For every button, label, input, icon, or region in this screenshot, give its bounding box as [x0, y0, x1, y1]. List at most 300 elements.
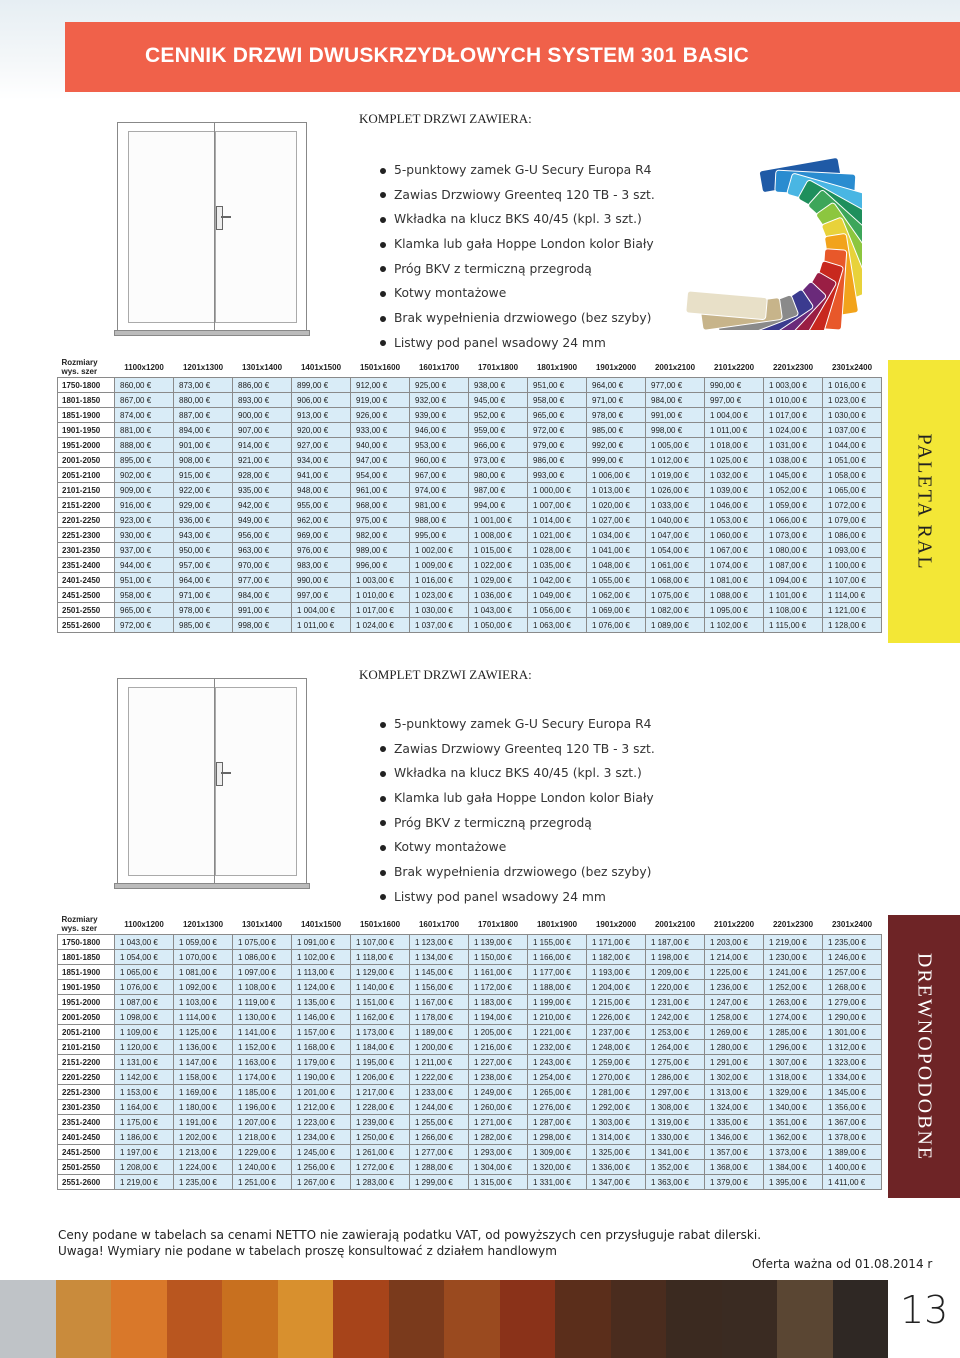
price-cell: 909,00 €: [115, 483, 174, 498]
price-cell: 1 023,00 €: [410, 588, 469, 603]
price-cell: 1 147,00 €: [174, 1055, 233, 1070]
price-cell: 984,00 €: [233, 588, 292, 603]
price-cell: 1 194,00 €: [469, 1010, 528, 1025]
price-cell: 1 060,00 €: [705, 528, 764, 543]
price-cell: 1 029,00 €: [469, 573, 528, 588]
price-cell: 1 182,00 €: [587, 950, 646, 965]
price-cell: 1 016,00 €: [410, 573, 469, 588]
column-header: 1401x1500: [292, 914, 351, 935]
price-cell: 1 351,00 €: [764, 1115, 823, 1130]
price-cell: 935,00 €: [233, 483, 292, 498]
price-cell: 1 043,00 €: [469, 603, 528, 618]
price-cell: 1 291,00 €: [705, 1055, 764, 1070]
price-cell: 1 297,00 €: [646, 1085, 705, 1100]
price-cell: 1 243,00 €: [528, 1055, 587, 1070]
price-cell: 1 264,00 €: [646, 1040, 705, 1055]
price-cell: 1 164,00 €: [115, 1100, 174, 1115]
price-cell: 1 211,00 €: [410, 1055, 469, 1070]
price-cell: 1 274,00 €: [764, 1010, 823, 1025]
sidebar-drewnopodobne: [888, 915, 960, 1198]
price-cell: 1 003,00 €: [764, 378, 823, 393]
price-cell: 1 312,00 €: [823, 1040, 882, 1055]
price-cell: 997,00 €: [705, 393, 764, 408]
table-row: [58, 423, 882, 438]
table-row: [58, 995, 882, 1010]
price-cell: 1 131,00 €: [115, 1055, 174, 1070]
price-cell: 1 329,00 €: [764, 1085, 823, 1100]
price-cell: 1 233,00 €: [410, 1085, 469, 1100]
wood-swatch: [0, 1280, 56, 1358]
list-item: Klamka lub gała Hoppe London kolor Biały: [380, 232, 655, 257]
price-cell: 1 183,00 €: [469, 995, 528, 1010]
sidebar-label: DREWNOPODOBNE: [913, 952, 936, 1161]
price-cell: 1 080,00 €: [764, 543, 823, 558]
price-cell: 1 136,00 €: [174, 1040, 233, 1055]
price-cell: 1 010,00 €: [351, 588, 410, 603]
price-cell: 907,00 €: [233, 423, 292, 438]
price-cell: 860,00 €: [115, 378, 174, 393]
price-cell: 973,00 €: [469, 453, 528, 468]
price-cell: 951,00 €: [528, 378, 587, 393]
price-cell: 979,00 €: [528, 438, 587, 453]
price-cell: 958,00 €: [528, 393, 587, 408]
price-cell: 1 114,00 €: [823, 588, 882, 603]
price-cell: 1 283,00 €: [351, 1175, 410, 1190]
price-table-wood: [57, 914, 882, 1190]
column-header: 1201x1300: [174, 914, 233, 935]
price-cell: 1 234,00 €: [292, 1130, 351, 1145]
row-header: 2201-2250: [58, 513, 115, 528]
price-cell: 988,00 €: [410, 513, 469, 528]
price-cell: 1 130,00 €: [233, 1010, 292, 1025]
table-corner-header: [58, 914, 115, 935]
price-cell: 1 012,00 €: [646, 453, 705, 468]
price-cell: 1 204,00 €: [587, 980, 646, 995]
price-cell: 1 296,00 €: [764, 1040, 823, 1055]
price-cell: 1 245,00 €: [292, 1145, 351, 1160]
price-cell: 1 260,00 €: [469, 1100, 528, 1115]
price-cell: 1 177,00 €: [528, 965, 587, 980]
price-cell: 1 016,00 €: [823, 378, 882, 393]
price-cell: 1 006,00 €: [587, 468, 646, 483]
price-cell: 1 168,00 €: [292, 1040, 351, 1055]
price-cell: 1 087,00 €: [115, 995, 174, 1010]
price-cell: 1 065,00 €: [115, 965, 174, 980]
price-cell: 1 124,00 €: [292, 980, 351, 995]
price-cell: 992,00 €: [587, 438, 646, 453]
price-cell: 971,00 €: [587, 393, 646, 408]
price-cell: 1 341,00 €: [646, 1145, 705, 1160]
price-cell: 1 125,00 €: [174, 1025, 233, 1040]
price-cell: 1 298,00 €: [528, 1130, 587, 1145]
price-cell: 1 108,00 €: [233, 980, 292, 995]
price-note: [58, 1227, 761, 1259]
price-cell: 998,00 €: [233, 618, 292, 633]
price-cell: 1 044,00 €: [823, 438, 882, 453]
price-cell: 1 207,00 €: [233, 1115, 292, 1130]
price-cell: 1 308,00 €: [646, 1100, 705, 1115]
price-cell: 941,00 €: [292, 468, 351, 483]
price-cell: 1 009,00 €: [410, 558, 469, 573]
price-cell: 1 378,00 €: [823, 1130, 882, 1145]
price-cell: 1 235,00 €: [174, 1175, 233, 1190]
price-cell: 1 186,00 €: [115, 1130, 174, 1145]
price-cell: 914,00 €: [233, 438, 292, 453]
price-cell: 906,00 €: [292, 393, 351, 408]
price-cell: 1 120,00 €: [115, 1040, 174, 1055]
price-cell: 977,00 €: [233, 573, 292, 588]
price-cell: 1 184,00 €: [351, 1040, 410, 1055]
price-cell: 1 230,00 €: [764, 950, 823, 965]
price-cell: 1 037,00 €: [410, 618, 469, 633]
price-cell: 947,00 €: [351, 453, 410, 468]
price-cell: 1 276,00 €: [528, 1100, 587, 1115]
price-cell: 1 197,00 €: [115, 1145, 174, 1160]
price-cell: 1 325,00 €: [587, 1145, 646, 1160]
price-cell: 1 302,00 €: [705, 1070, 764, 1085]
table-row: [58, 965, 882, 980]
price-cell: 1 368,00 €: [705, 1160, 764, 1175]
price-cell: 971,00 €: [174, 588, 233, 603]
wood-swatch-strip: [0, 1280, 888, 1358]
price-cell: 1 102,00 €: [292, 950, 351, 965]
price-cell: 1 400,00 €: [823, 1160, 882, 1175]
table-row: [58, 1040, 882, 1055]
price-cell: 1 201,00 €: [292, 1085, 351, 1100]
price-cell: 1 081,00 €: [705, 573, 764, 588]
price-cell: 1 315,00 €: [469, 1175, 528, 1190]
price-cell: 989,00 €: [351, 543, 410, 558]
price-cell: 1 379,00 €: [705, 1175, 764, 1190]
price-cell: 1 013,00 €: [587, 483, 646, 498]
price-cell: 915,00 €: [174, 468, 233, 483]
price-cell: 991,00 €: [646, 408, 705, 423]
price-cell: 1 303,00 €: [587, 1115, 646, 1130]
price-cell: 1 395,00 €: [764, 1175, 823, 1190]
price-cell: 1 017,00 €: [351, 603, 410, 618]
price-cell: 1 266,00 €: [410, 1130, 469, 1145]
price-cell: 1 004,00 €: [705, 408, 764, 423]
price-cell: 1 225,00 €: [705, 965, 764, 980]
list-item: Wkładka na klucz BKS 40/45 (kpl. 3 szt.): [380, 207, 655, 232]
door-drawing-bottom: [117, 678, 307, 885]
price-cell: 1 281,00 €: [587, 1085, 646, 1100]
price-cell: 1 217,00 €: [351, 1085, 410, 1100]
price-cell: 1 180,00 €: [174, 1100, 233, 1115]
price-cell: 1 235,00 €: [823, 935, 882, 950]
page-number: 13: [900, 1288, 949, 1332]
price-cell: 1 373,00 €: [764, 1145, 823, 1160]
price-cell: 997,00 €: [292, 588, 351, 603]
price-cell: 1 145,00 €: [410, 965, 469, 980]
price-cell: 1 346,00 €: [705, 1130, 764, 1145]
table-row: [58, 618, 882, 633]
price-cell: 916,00 €: [115, 498, 174, 513]
price-cell: 1 198,00 €: [646, 950, 705, 965]
price-cell: 1 167,00 €: [410, 995, 469, 1010]
row-header: 1750-1800: [58, 935, 115, 950]
price-cell: 1 334,00 €: [823, 1070, 882, 1085]
price-cell: 955,00 €: [292, 498, 351, 513]
price-cell: 912,00 €: [351, 378, 410, 393]
price-cell: 1 018,00 €: [705, 438, 764, 453]
price-cell: 1 053,00 €: [705, 513, 764, 528]
table-row: [58, 528, 882, 543]
price-cell: 1 000,00 €: [528, 483, 587, 498]
row-header: 1851-1900: [58, 965, 115, 980]
wood-swatch: [278, 1280, 334, 1358]
price-cell: 1 063,00 €: [528, 618, 587, 633]
price-cell: 908,00 €: [174, 453, 233, 468]
price-cell: 1 134,00 €: [410, 950, 469, 965]
price-cell: 895,00 €: [115, 453, 174, 468]
price-cell: 1 259,00 €: [587, 1055, 646, 1070]
row-header: 2301-2350: [58, 543, 115, 558]
price-cell: 1 073,00 €: [764, 528, 823, 543]
column-header: 1701x1800: [469, 914, 528, 935]
row-header: 2151-2200: [58, 1055, 115, 1070]
column-header: 1100x1200: [115, 357, 174, 378]
price-cell: 1 040,00 €: [646, 513, 705, 528]
price-cell: 939,00 €: [410, 408, 469, 423]
price-cell: 1 066,00 €: [764, 513, 823, 528]
table-row: [58, 513, 882, 528]
price-cell: 930,00 €: [115, 528, 174, 543]
price-cell: 948,00 €: [292, 483, 351, 498]
price-cell: 1 045,00 €: [764, 468, 823, 483]
price-cell: 938,00 €: [469, 378, 528, 393]
price-cell: 1 070,00 €: [174, 950, 233, 965]
price-cell: 929,00 €: [174, 498, 233, 513]
price-cell: 1 389,00 €: [823, 1145, 882, 1160]
row-header: 2401-2450: [58, 573, 115, 588]
price-cell: 1 362,00 €: [764, 1130, 823, 1145]
price-cell: 1 232,00 €: [528, 1040, 587, 1055]
column-header: 2001x2100: [646, 357, 705, 378]
table-row: [58, 468, 882, 483]
price-cell: 1 367,00 €: [823, 1115, 882, 1130]
row-header: 2501-2550: [58, 1160, 115, 1175]
price-cell: 1 301,00 €: [823, 1025, 882, 1040]
row-header: 2501-2550: [58, 603, 115, 618]
price-cell: 1 102,00 €: [705, 618, 764, 633]
page-number-box: [888, 1280, 960, 1358]
price-cell: 1 155,00 €: [528, 935, 587, 950]
corner-label: Rozmiary: [61, 358, 98, 367]
column-header: 2301x2400: [823, 357, 882, 378]
price-cell: 1 345,00 €: [823, 1085, 882, 1100]
price-cell: 1 208,00 €: [115, 1160, 174, 1175]
price-cell: 1 220,00 €: [646, 980, 705, 995]
wood-swatch: [333, 1280, 389, 1358]
price-cell: 1 059,00 €: [764, 498, 823, 513]
price-cell: 1 075,00 €: [233, 935, 292, 950]
row-header: 1901-1950: [58, 423, 115, 438]
wood-swatch: [555, 1280, 611, 1358]
price-cell: 943,00 €: [174, 528, 233, 543]
price-cell: 1 240,00 €: [233, 1160, 292, 1175]
price-cell: 1 175,00 €: [115, 1115, 174, 1130]
price-cell: 873,00 €: [174, 378, 233, 393]
price-cell: 1 314,00 €: [587, 1130, 646, 1145]
price-cell: 1 335,00 €: [705, 1115, 764, 1130]
price-cell: 949,00 €: [233, 513, 292, 528]
price-cell: 1 121,00 €: [823, 603, 882, 618]
price-cell: 1 253,00 €: [646, 1025, 705, 1040]
price-cell: 894,00 €: [174, 423, 233, 438]
list-item: Kotwy montażowe: [380, 835, 655, 860]
price-cell: 1 161,00 €: [469, 965, 528, 980]
price-cell: 977,00 €: [646, 378, 705, 393]
price-cell: 1 214,00 €: [705, 950, 764, 965]
wood-swatch: [500, 1280, 556, 1358]
table-row: [58, 408, 882, 423]
price-cell: 1 087,00 €: [764, 558, 823, 573]
price-cell: 1 263,00 €: [764, 995, 823, 1010]
wood-swatch: [777, 1280, 833, 1358]
row-header: 2401-2450: [58, 1130, 115, 1145]
price-cell: 874,00 €: [115, 408, 174, 423]
price-cell: 1 089,00 €: [646, 618, 705, 633]
price-cell: 901,00 €: [174, 438, 233, 453]
price-cell: 1 252,00 €: [764, 980, 823, 995]
price-cell: 967,00 €: [410, 468, 469, 483]
price-cell: 1 285,00 €: [764, 1025, 823, 1040]
price-cell: 957,00 €: [174, 558, 233, 573]
price-cell: 1 304,00 €: [469, 1160, 528, 1175]
row-header: 1951-2000: [58, 438, 115, 453]
price-cell: 972,00 €: [115, 618, 174, 633]
column-header: 1301x1400: [233, 357, 292, 378]
row-header: 2451-2500: [58, 1145, 115, 1160]
list-item: Zawias Drzwiowy Greenteq 120 TB - 3 szt.: [380, 737, 655, 762]
price-cell: 1 062,00 €: [587, 588, 646, 603]
row-header: 1801-1850: [58, 950, 115, 965]
price-cell: 1 092,00 €: [174, 980, 233, 995]
price-cell: 927,00 €: [292, 438, 351, 453]
price-cell: 1 001,00 €: [469, 513, 528, 528]
row-header: 2251-2300: [58, 528, 115, 543]
row-header: 2101-2150: [58, 483, 115, 498]
row-header: 1750-1800: [58, 378, 115, 393]
wood-swatch: [722, 1280, 778, 1358]
list-item: Listwy pod panel wsadowy 24 mm: [380, 331, 655, 356]
price-cell: 1 200,00 €: [410, 1040, 469, 1055]
price-cell: 1 215,00 €: [587, 995, 646, 1010]
price-cell: 1 320,00 €: [528, 1160, 587, 1175]
table-row: [58, 498, 882, 513]
price-cell: 1 098,00 €: [115, 1010, 174, 1025]
price-cell: 1 129,00 €: [351, 965, 410, 980]
row-header: 1901-1950: [58, 980, 115, 995]
price-cell: 1 244,00 €: [410, 1100, 469, 1115]
price-cell: 1 206,00 €: [351, 1070, 410, 1085]
price-cell: 1 189,00 €: [410, 1025, 469, 1040]
price-cell: 1 037,00 €: [823, 423, 882, 438]
price-cell: 1 205,00 €: [469, 1025, 528, 1040]
price-cell: 1 051,00 €: [823, 453, 882, 468]
price-cell: 1 223,00 €: [292, 1115, 351, 1130]
price-cell: 1 156,00 €: [410, 980, 469, 995]
door-drawing-top: [117, 122, 307, 332]
column-header: 1501x1600: [351, 914, 410, 935]
color-card: [686, 291, 768, 320]
price-cell: 961,00 €: [351, 483, 410, 498]
table-row: [58, 1160, 882, 1175]
price-cell: 1 261,00 €: [351, 1145, 410, 1160]
price-cell: 962,00 €: [292, 513, 351, 528]
column-header: 1601x1700: [410, 914, 469, 935]
price-cell: 1 068,00 €: [646, 573, 705, 588]
price-cell: 1 239,00 €: [351, 1115, 410, 1130]
price-cell: 1 042,00 €: [528, 573, 587, 588]
price-cell: 1 411,00 €: [823, 1175, 882, 1190]
price-cell: 1 209,00 €: [646, 965, 705, 980]
price-cell: 990,00 €: [705, 378, 764, 393]
price-cell: 999,00 €: [587, 453, 646, 468]
price-cell: 1 094,00 €: [764, 573, 823, 588]
price-cell: 888,00 €: [115, 438, 174, 453]
price-cell: 1 139,00 €: [469, 935, 528, 950]
price-cell: 1 050,00 €: [469, 618, 528, 633]
price-cell: 985,00 €: [174, 618, 233, 633]
price-cell: 1 188,00 €: [528, 980, 587, 995]
price-cell: 996,00 €: [351, 558, 410, 573]
price-cell: 880,00 €: [174, 393, 233, 408]
price-cell: 1 236,00 €: [705, 980, 764, 995]
list-item: 5-punktowy zamek G-U Secury Europa R4: [380, 712, 655, 737]
price-cell: 1 069,00 €: [587, 603, 646, 618]
price-cell: 1 108,00 €: [764, 603, 823, 618]
price-cell: 1 054,00 €: [646, 543, 705, 558]
price-cell: 1 318,00 €: [764, 1070, 823, 1085]
column-header: 1401x1500: [292, 357, 351, 378]
price-cell: 886,00 €: [233, 378, 292, 393]
list-item: Listwy pod panel wsadowy 24 mm: [380, 885, 655, 910]
price-cell: 1 242,00 €: [646, 1010, 705, 1025]
price-cell: 1 219,00 €: [764, 935, 823, 950]
column-header: 2201x2300: [764, 914, 823, 935]
price-cell: 1 055,00 €: [587, 573, 646, 588]
price-cell: 937,00 €: [115, 543, 174, 558]
price-cell: 1 193,00 €: [587, 965, 646, 980]
price-cell: 952,00 €: [469, 408, 528, 423]
price-cell: 1 290,00 €: [823, 1010, 882, 1025]
price-cell: 1 056,00 €: [528, 603, 587, 618]
price-cell: 1 011,00 €: [292, 618, 351, 633]
page-title: CENNIK DRZWI DWUSKRZYDŁOWYCH SYSTEM 301 BASIC: [145, 44, 750, 67]
price-cell: 1 384,00 €: [764, 1160, 823, 1175]
price-cell: 893,00 €: [233, 393, 292, 408]
table-row: [58, 573, 882, 588]
price-cell: 1 187,00 €: [646, 935, 705, 950]
price-cell: 1 058,00 €: [823, 468, 882, 483]
price-cell: 1 257,00 €: [823, 965, 882, 980]
price-cell: 1 022,00 €: [469, 558, 528, 573]
price-cell: 1 075,00 €: [646, 588, 705, 603]
price-cell: 978,00 €: [174, 603, 233, 618]
column-header: 2201x2300: [764, 357, 823, 378]
price-cell: 972,00 €: [528, 423, 587, 438]
price-cell: 1 010,00 €: [764, 393, 823, 408]
row-header: 2101-2150: [58, 1040, 115, 1055]
corner-label: Rozmiary: [61, 915, 98, 924]
price-cell: 1 309,00 €: [528, 1145, 587, 1160]
price-cell: 1 074,00 €: [705, 558, 764, 573]
price-cell: 920,00 €: [292, 423, 351, 438]
price-cell: 1 114,00 €: [174, 1010, 233, 1025]
price-cell: 983,00 €: [292, 558, 351, 573]
